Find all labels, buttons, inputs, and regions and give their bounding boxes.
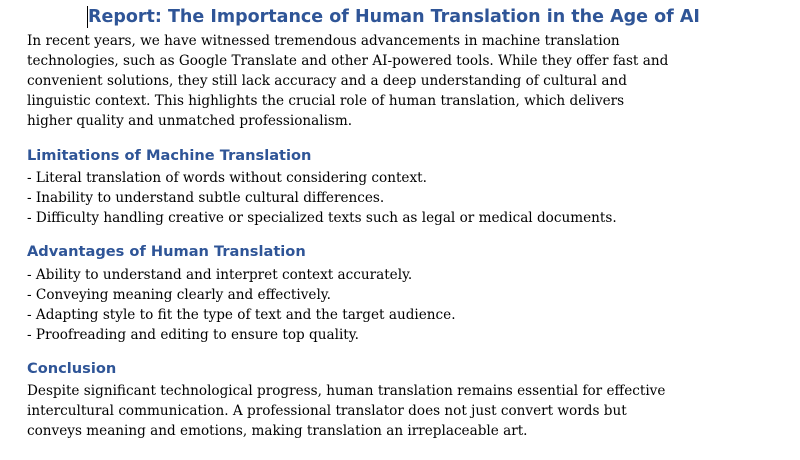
list-item <box>27 265 456 285</box>
report-title: Report: The Importance of Human Translation in the Age of AI <box>88 7 700 27</box>
list-item-text: Difficulty handling creative or specialized texts such as legal or medical documents. <box>35 210 617 226</box>
list-item-text: Ability to understand and interpret context accurately. <box>35 267 413 283</box>
list-item-text: Adapting style to fit the type of text and the target audience. <box>35 307 456 323</box>
list-item-text: Literal translation of words without considering context. <box>35 170 427 186</box>
conclusion-paragraph <box>27 381 665 441</box>
list-item <box>27 285 456 305</box>
list-item-text: Inability to understand subtle cultural differences. <box>35 190 385 206</box>
list-item-text: Conveying meaning clearly and effectively. <box>35 287 331 303</box>
intro-paragraph <box>27 31 668 131</box>
intro-line: In recent years, we have witnessed tremendous advancements in machine translation <box>27 33 620 49</box>
limitations-list <box>27 168 617 228</box>
section-heading-advantages: Advantages of Human Translation <box>27 243 306 260</box>
section-heading-limitations: Limitations of Machine Translation <box>27 147 312 164</box>
conclusion-line: conveys meaning and emotions, making translation an irreplaceable art. <box>27 423 528 439</box>
intro-line: higher quality and unmatched professionalism. <box>27 113 353 129</box>
list-item-text: Proofreading and editing to ensure top quality. <box>35 327 359 343</box>
bullet-marker: - <box>27 287 36 303</box>
bullet-marker: - <box>27 267 36 283</box>
bullet-marker: - <box>27 327 36 343</box>
conclusion-line: Despite significant technological progress, human translation remains essential for effective <box>27 383 666 399</box>
list-item <box>27 188 617 208</box>
bullet-marker: - <box>27 307 36 323</box>
list-item <box>27 208 617 228</box>
conclusion-line: intercultural communication. A professional translator does not just convert words but <box>27 403 627 419</box>
intro-line: convenient solutions, they still lack accuracy and a deep understanding of cultural and <box>27 73 627 89</box>
advantages-list <box>27 265 456 345</box>
bullet-marker: - <box>27 190 36 206</box>
list-item <box>27 305 456 325</box>
intro-line: linguistic context. This highlights the crucial role of human translation, which delivers <box>27 93 625 109</box>
intro-line: technologies, such as Google Translate and other AI-powered tools. While they offer fast and <box>27 53 669 69</box>
list-item <box>27 325 456 345</box>
section-heading-conclusion: Conclusion <box>27 360 117 377</box>
bullet-marker: - <box>27 210 36 226</box>
bullet-marker: - <box>27 170 36 186</box>
list-item <box>27 168 617 188</box>
